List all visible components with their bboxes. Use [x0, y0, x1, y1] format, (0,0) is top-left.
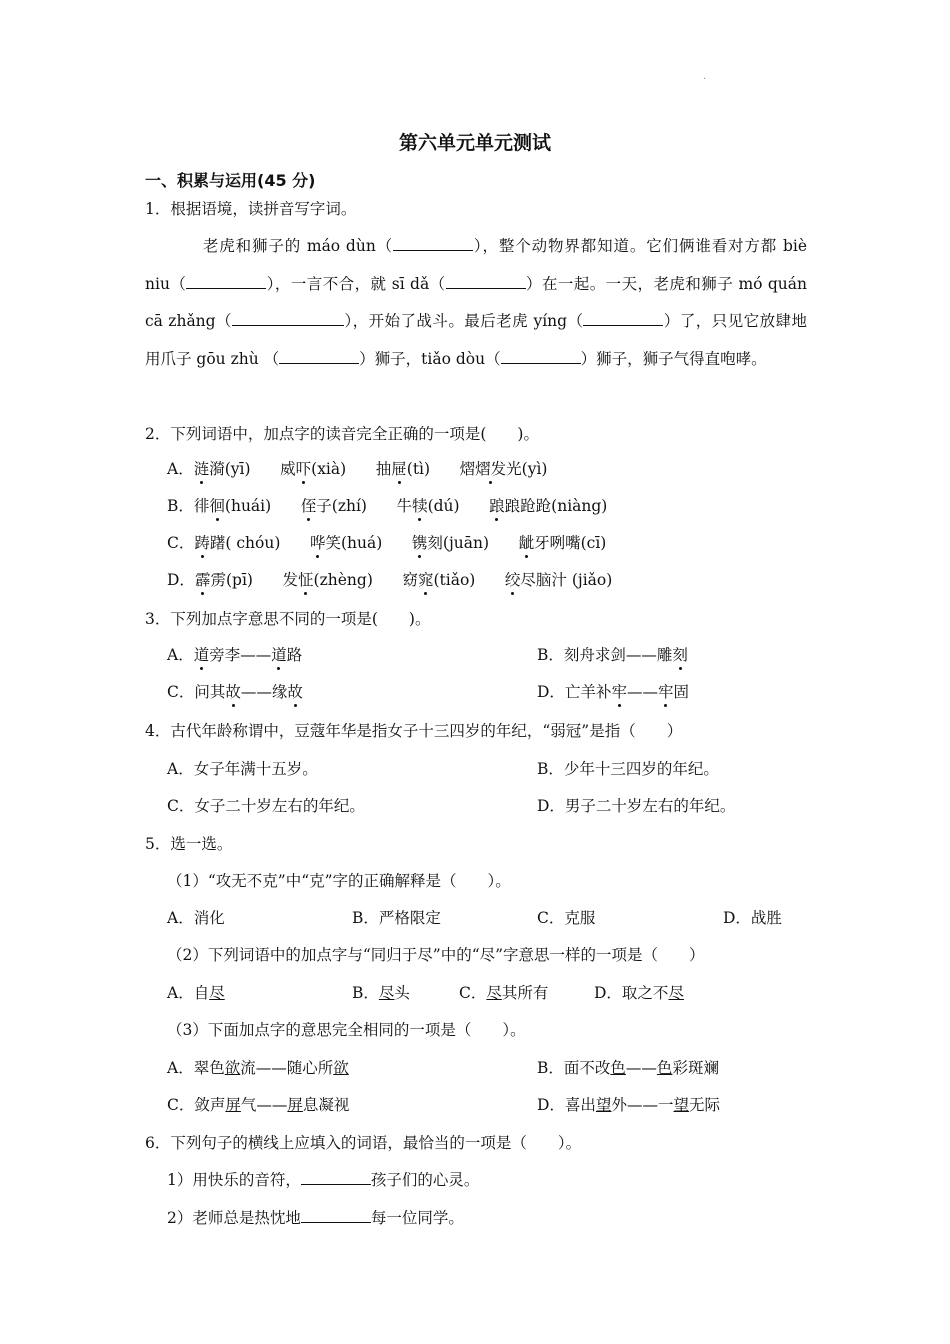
q2-option-d[interactable]: D．霹雳(pī) 发怔(zhèng) 窈窕(tiǎo) 绞尽脑汁 (jiǎo) [167, 571, 613, 589]
answer-blank[interactable] [232, 311, 344, 326]
header-dot: · [703, 74, 707, 85]
q6-sentence-1: 1）用快乐的音符， 孩子们的心灵。 [167, 1171, 480, 1189]
q2-option-c[interactable]: C．踌躇( chóu) 哗笑(huá) 镌刻(juān) 龇牙咧嘴(cī) [167, 534, 607, 552]
q5-sub2-option-a[interactable]: A．自尽 [167, 984, 225, 1002]
answer-blank[interactable] [393, 236, 473, 251]
q5-sub1-option-c[interactable]: C．克服 [537, 909, 596, 927]
q5-sub3-option-b[interactable]: B．面不改色——色彩斑斓 [537, 1059, 719, 1077]
q3-option-d[interactable]: D．亡羊补牢——牢固 [537, 683, 689, 701]
q6-stem: 6．下列句子的横线上应填入的词语，最恰当的一项是（ ）。 [145, 1134, 582, 1152]
q3-option-b[interactable]: B．刻舟求剑——雕刻 [537, 646, 688, 664]
q4-stem: 4．古代年龄称谓中，豆蔻年华是指女子十三四岁的年纪，“弱冠”是指（ ） [145, 722, 683, 740]
q5-stem: 5．选一选。 [145, 835, 233, 853]
q5-sub1-option-b[interactable]: B．严格限定 [352, 909, 441, 927]
q5-sub2-option-c[interactable]: C．尽其所有 [459, 984, 549, 1002]
q5-sub3-option-c[interactable]: C．敛声屏气——屏息凝视 [167, 1096, 350, 1114]
q5-sub2-option-b[interactable]: B．尽头 [352, 984, 410, 1002]
q5-sub2-option-d[interactable]: D．取之不尽 [594, 984, 684, 1002]
q2-option-b[interactable]: B．徘徊(huái) 侄子(zhí) 牛犊(dú) 踉踉跄跄(niàng) [167, 497, 608, 515]
q5-sub3-option-a[interactable]: A．翠色欲流——随心所欲 [167, 1059, 349, 1077]
q5-sub1: （1）“攻无不克”中“克”字的正确解释是（ ）。 [167, 872, 511, 890]
q5-sub1-option-a[interactable]: A．消化 [167, 909, 225, 927]
q4-option-c[interactable]: C．女子二十岁左右的年纪。 [167, 797, 365, 815]
page-title: 第六单元单元测试 [398, 132, 551, 154]
answer-blank[interactable] [501, 349, 581, 364]
q3-option-a[interactable]: A．道旁李——道路 [167, 646, 303, 664]
q1-passage: 老虎和狮子的 máo dùn（ ），整个动物界都知道。它们俩谁看对方都 biè niu（ ），一言不合，就 sī dǎ（ ）在一起。一天，老虎和狮子 mó quán cā zhǎng（ ），开始了战斗。最后老虎 yíng（ ）了，只见它放肆地用爪子 gōu zhù （ ）狮子，tiǎo dòu（ ）狮子，狮子气得直咆哮。 [145, 237, 808, 368]
answer-blank[interactable] [301, 1170, 371, 1185]
q5-sub3: （3）下面加点字的意思完全相同的一项是（ ）。 [167, 1021, 526, 1039]
q4-option-b[interactable]: B．少年十三四岁的年纪。 [537, 760, 719, 778]
q4-option-a[interactable]: A．女子年满十五岁。 [167, 760, 318, 778]
answer-blank[interactable] [301, 1208, 371, 1223]
section-heading: 一、积累与运用(45 分) [145, 171, 316, 190]
q3-option-c[interactable]: C．问其故——缘故 [167, 683, 303, 701]
q2-option-a[interactable]: A．涟漪(yī) 威吓(xià) 抽屉(tì) 熠熠发光(yì) [167, 460, 548, 478]
q2-stem: 2．下列词语中，加点字的读音完全正确的一项是( )。 [145, 425, 539, 443]
answer-blank[interactable] [446, 274, 526, 289]
q5-sub1-option-d[interactable]: D．战胜 [723, 909, 782, 927]
q5-sub3-option-d[interactable]: D．喜出望外——一望无际 [537, 1096, 720, 1114]
answer-blank[interactable] [583, 311, 663, 326]
answer-blank[interactable] [186, 274, 266, 289]
q1-stem: 1．根据语境，读拼音写字词。 [145, 200, 357, 218]
q6-sentence-2: 2）老师总是热忱地 每一位同学。 [167, 1209, 464, 1227]
q3-stem: 3．下列加点字意思不同的一项是( )。 [145, 610, 431, 628]
answer-blank[interactable] [279, 349, 359, 364]
q4-option-d[interactable]: D．男子二十岁左右的年纪。 [537, 797, 736, 815]
q5-sub2: （2）下列词语中的加点字与“同归于尽”中的“尽”字意思一样的一项是（ ） [167, 946, 705, 964]
